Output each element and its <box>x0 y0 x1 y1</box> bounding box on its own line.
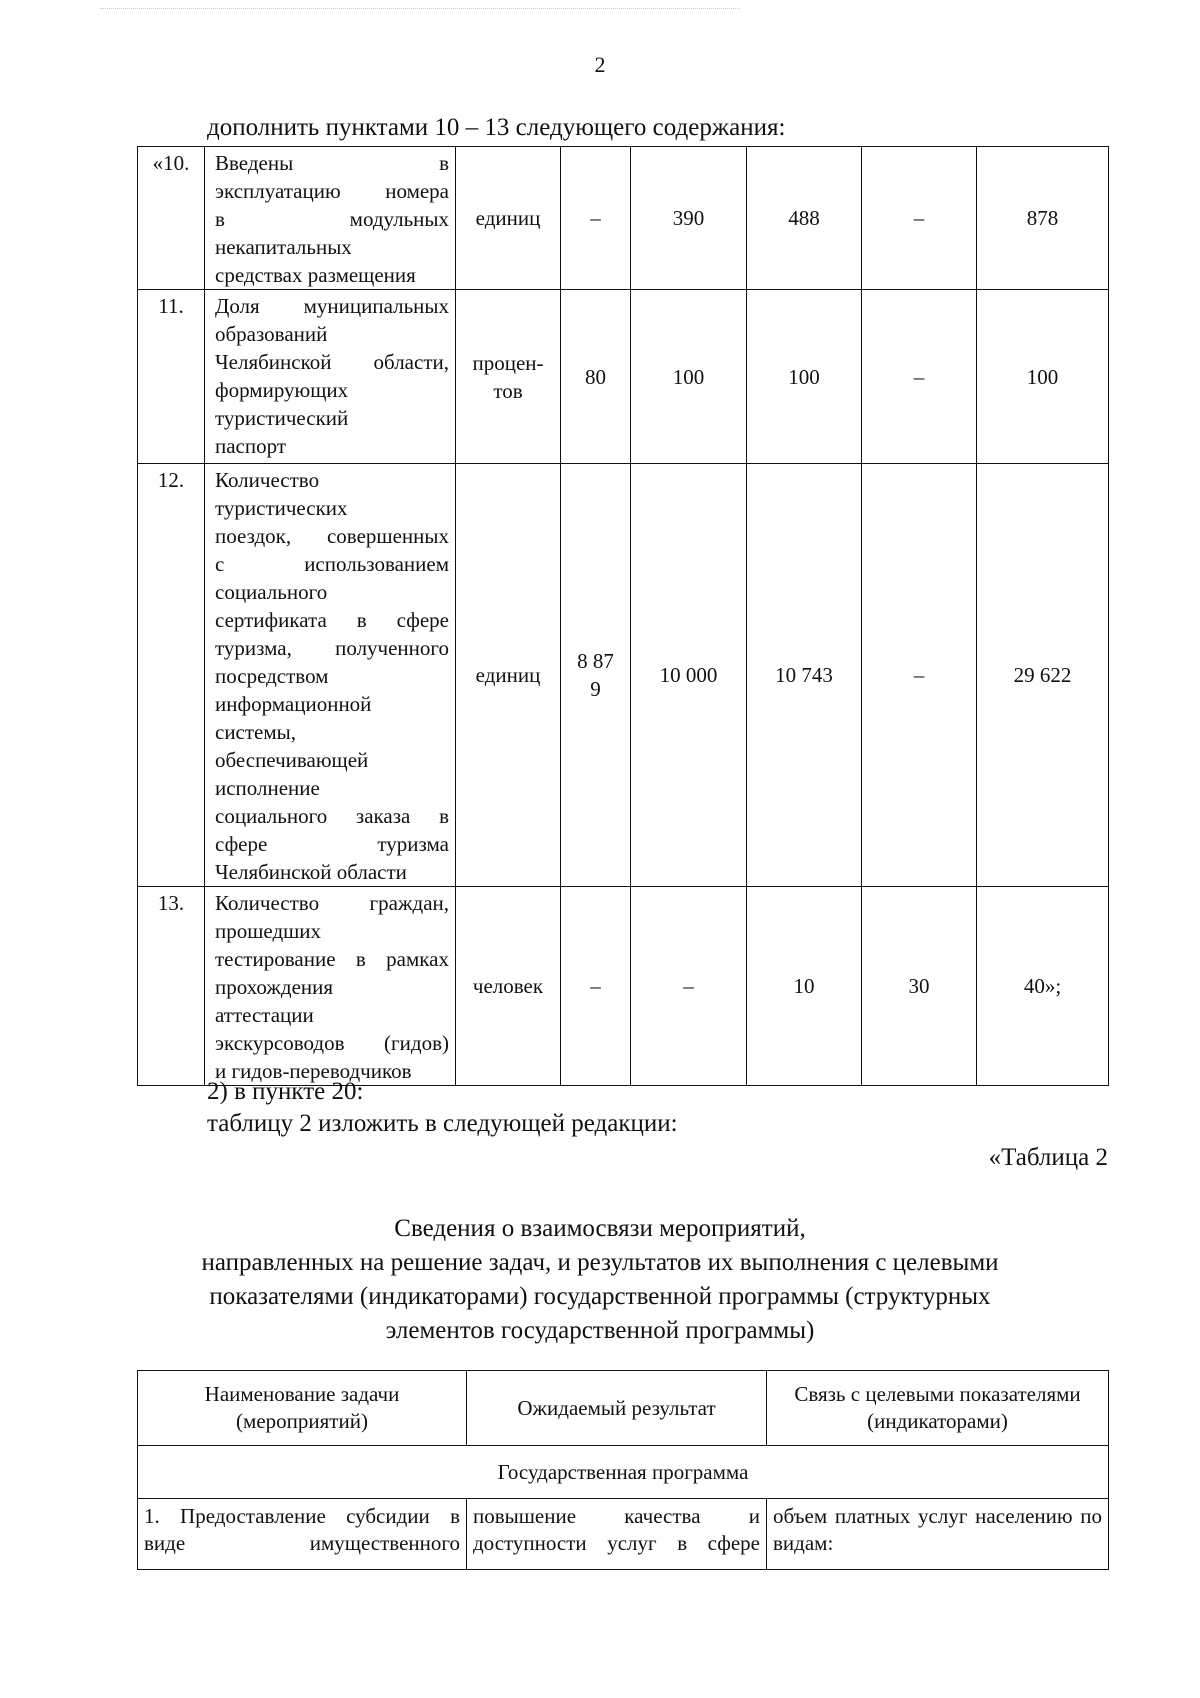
value-cell: – <box>862 290 977 464</box>
indicator-name-line: тестирование в рамках <box>215 947 449 971</box>
indicators-body <box>138 147 1109 1086</box>
page-number: 2 <box>594 52 606 77</box>
unit-cell: единиц <box>456 464 561 887</box>
indicator-name-line: обеспечивающей <box>215 748 369 772</box>
links-table <box>137 1370 1109 1570</box>
indicator-name-line: экскурсоводов (гидов) <box>215 1031 449 1055</box>
indicator-name-line: Количество граждан, <box>215 891 449 915</box>
row-number: 13. <box>138 887 205 1086</box>
heading-line: направленных на решение задач, и результатов их выполнения с целевыми <box>201 1249 999 1276</box>
heading-line: элементов государственной программы) <box>385 1317 815 1344</box>
indicator-name-line: Доля муниципальных <box>215 294 449 318</box>
indicator-name-line: в модульных <box>215 207 449 231</box>
indicator-name-line: образований <box>215 322 328 346</box>
paragraph-item-2: 2) в пункте 20: <box>207 1078 364 1105</box>
links-header-row <box>138 1371 1109 1446</box>
indicator-name <box>205 290 456 464</box>
unit-cell: процен- тов <box>456 290 561 464</box>
indicator-name-line: прошедших <box>215 919 322 943</box>
indicator-name-line: системы, <box>215 720 297 744</box>
indicator-name-line: исполнение <box>215 776 320 800</box>
heading-line: Сведения о взаимосвязи мероприятий, <box>394 1215 806 1242</box>
indicator-name-line: с использованием <box>215 552 449 576</box>
indicator-name-line: Количество <box>215 468 320 492</box>
value-cell: – <box>862 464 977 887</box>
indicator-name-line: социального <box>215 580 328 604</box>
unit-cell: человек <box>456 887 561 1086</box>
indicator-name-line: туристический <box>215 406 349 430</box>
table-2-heading <box>0 1212 1200 1348</box>
indicator-name-line: и гидов-переводчиков <box>215 1059 412 1083</box>
value-cell: 10 <box>747 887 862 1086</box>
scan-artifact <box>100 8 740 13</box>
value-cell: 30 <box>862 887 977 1086</box>
value-cell: 100 <box>747 290 862 464</box>
value-cell: 488 <box>747 147 862 290</box>
indicator-name-line: Челябинской области, <box>215 350 449 374</box>
indicator-name-line: поездок, совершенных <box>215 524 449 548</box>
indicator-name <box>205 147 456 290</box>
cell-task: 1. Предоставление субсидии в виде имущественного <box>138 1499 467 1570</box>
value-cell: 40»; <box>977 887 1109 1086</box>
value-cell: 10 000 <box>631 464 747 887</box>
indicator-name-line: средствах размещения <box>215 263 416 287</box>
indicator-row <box>138 147 1109 290</box>
cell-link: объем платных услуг населению по видам: <box>767 1499 1109 1570</box>
links-section-row <box>138 1446 1109 1499</box>
indicator-name-line: туризма, полученного <box>215 636 449 660</box>
links-data-row <box>138 1499 1109 1570</box>
indicator-name-line: Челябинской области <box>215 860 407 884</box>
indicator-name-line: некапитальных <box>215 235 352 259</box>
indicator-row <box>138 290 1109 464</box>
value-cell: 29 622 <box>977 464 1109 887</box>
indicator-name-line: посредством <box>215 664 329 688</box>
intro-text: дополнить пунктами 10 – 13 следующего содержания: <box>207 114 786 141</box>
value-cell: 100 <box>977 290 1109 464</box>
indicators-table <box>137 146 1109 1086</box>
value-cell: 10 743 <box>747 464 862 887</box>
header-link: Связь с целевыми показателями (индикаторами) <box>767 1371 1109 1446</box>
indicator-name-line: эксплуатацию номера <box>215 179 449 203</box>
value-cell: 80 <box>561 290 631 464</box>
value-cell: 100 <box>631 290 747 464</box>
indicator-name-line: аттестации <box>215 1003 314 1027</box>
header-task: Наименование задачи (мероприятий) <box>138 1371 467 1446</box>
value-cell: – <box>862 147 977 290</box>
indicator-row <box>138 464 1109 887</box>
indicator-name-line: Введены в <box>215 151 449 175</box>
indicator-name-line: сфере туризма <box>215 832 449 856</box>
indicator-name-line: прохождения <box>215 975 334 999</box>
row-number: «10. <box>138 147 205 290</box>
indicator-name-line: паспорт <box>215 434 287 458</box>
value-cell: 390 <box>631 147 747 290</box>
unit-cell: единиц <box>456 147 561 290</box>
header-result: Ожидаемый результат <box>467 1371 767 1446</box>
row-number: 12. <box>138 464 205 887</box>
indicator-name-line: информационной <box>215 692 372 716</box>
heading-line: показателями (индикаторами) государственной программы (структурных <box>209 1283 991 1310</box>
indicator-row <box>138 887 1109 1086</box>
indicator-name <box>205 464 456 887</box>
section-state-program: Государственная программа <box>138 1446 1109 1499</box>
cell-result: повышение качества и доступности услуг в сфере <box>467 1499 767 1570</box>
value-cell: – <box>561 147 631 290</box>
table-2-label: «Таблица 2 <box>988 1144 1108 1171</box>
indicator-name-line: сертификата в сфере <box>215 608 449 632</box>
value-cell: 8 87 9 <box>561 464 631 887</box>
row-number: 11. <box>138 290 205 464</box>
indicator-name-line: туристических <box>215 496 348 520</box>
value-cell: 878 <box>977 147 1109 290</box>
value-cell: – <box>561 887 631 1086</box>
indicator-name-line: формирующих <box>215 378 349 402</box>
indicator-name <box>205 887 456 1086</box>
paragraph-table-note: таблицу 2 изложить в следующей редакции: <box>207 1110 678 1137</box>
indicator-name-line: социального заказа в <box>215 804 449 828</box>
value-cell: – <box>631 887 747 1086</box>
